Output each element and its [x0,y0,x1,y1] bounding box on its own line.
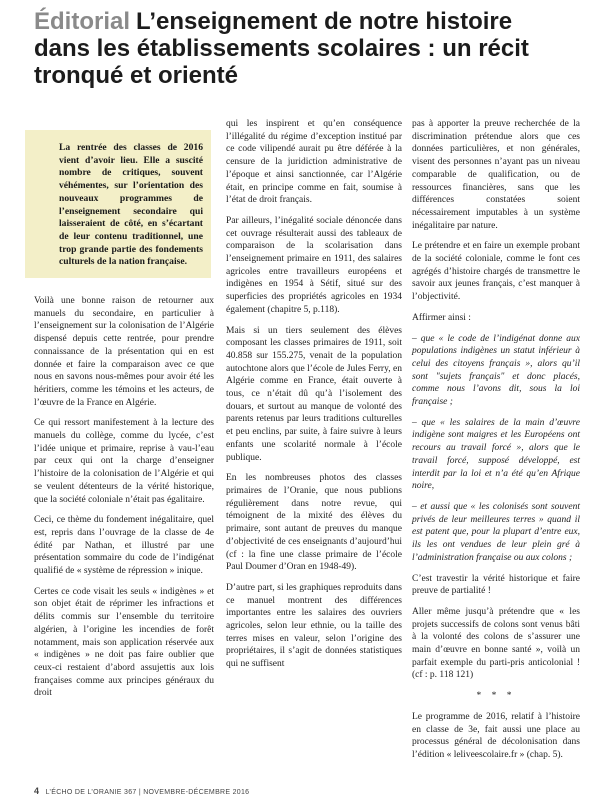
paragraph: C’est travestir la vérité historique et faire preuve de partialité ! [412,573,580,597]
paragraph: Certes ce code visait les seuls « indigènes » et son objet était de réprimer les infractions et délits commis sur l’ensemble du territoire algérien, à l’origine les incendies de forêt notamment, mais son application réservée aux « indigènes » ne doit pas faire oublier que ceux-ci restaient d’abord assujettis aux lois françaises comme aux principes généraux du droit [34,586,214,699]
quote-item: – que « le code de l’indigénat donne aux populations indigènes un statut inférieur à celui des citoyens français », alors qu’il sont "sujets français" et donc placés, comme nous l’avons dit, sous la loi française ; [412,333,580,408]
lead-sentence: La rentrée des classes de 2016 vient d’avoir lieu. [59,142,203,166]
quote-item: – que « les salaires de la main d’œuvre indigène sont maigres et les Européens ont recours au travail forcé », alors que le travail forcé, supposé développé, est interdit par la loi et n’a été qu’en Afrique noire, [412,417,580,492]
paragraph: Le programme de 2016, relatif à l’histoire en classe de 3e, fait aussi une place au processus général de décolonisation dans l’édition « leliveescolaire.fr » (chap. 5). [412,711,580,760]
article-header [34,8,574,89]
column-1 [34,295,214,708]
paragraph: pas à apporter la preuve recherchée de la discrimination prétendue alors que ces données particulières, et non générales, visent des personnes n’ayant pas un niveau comparable de qualification, ou de ressources financières, sans que les différences constatées soient nécessairement imputables à un système inégalitaire par nature. [412,119,580,231]
paragraph: qui les inspirent et qu’en conséquence l’illégalité du régime d’exception institué par ce code vilipendé aurait pu être déférée à la censure de la juridiction administrative de l’époque et ainsi sanctionnée, car l’Algérie était, en principe comme en fait, soumise à l’état de droit français. [226,119,402,206]
paragraph: En les nombreuses photos des classes primaires de l’Oranie, que nous publions régulièrement dans notre revue, qui témoignent de la mixité des élèves du primaire, sont autant de preuves du manque d’objectivité de ces enseignants d’aujourd’hui (cf : la fine une classe primaire de l’école Paul Doumer d’Oran en 1948-49). [226,473,402,573]
lead-body: Elle a suscité nombre de critiques, souvent véhémentes, sur l’orientation des nouveaux programmes de l’enseignement secondaire qui laisseraient de côté, en s’écartant de leur contenu traditionnel, une trop grande partie des fondements culturels de la nation française. [59,154,204,268]
rubric-label: Éditorial [34,8,131,35]
section-separator: * * * [476,691,516,702]
title-text: L’enseignement de notre histoire dans les établissements scolaires : un récit tronqué et orienté [34,8,529,89]
paragraph: Le prétendre et en faire un exemple probant de la société coloniale, comme le font ces agrégés d’histoire chargés de transmettre le savoir aux jeunes français, c’est manquer à l’objectivité. [412,241,580,303]
page-footer [34,786,574,796]
publication-info: L’ÉCHO DE L’ORANIE 367 | NOVEMBRE-DÉCEMBRE 2016 [45,789,250,796]
paragraph: Voilà une bonne raison de retourner aux manuels du secondaire, en particulier à l’enseignement sur la colonisation de l’Algérie dispensé depuis cette rentrée, pour prendre connaissance de la présentation qui en est donnée et faire la comparaison avec ce que nous en savons nous-mêmes pour avoir été les héritiers, comme les témoins et les acteurs, de l’œuvre de la France en Algérie. [34,296,214,408]
lead-box [25,130,211,278]
paragraph: Ce qui ressort manifestement à la lecture des manuels du collège, comme du lycée, c’est l’idée unique et primaire, reprise à vau-l’eau par ceux qui ont la charge d’enseigner l’histoire de la colonisation de l’Algérie et qui se veulent détenteurs de la vérité historique, que la société coloniale n’était pas égalitaire. [34,418,214,505]
page-number: 4 [34,786,40,796]
paragraph: D’autre part, si les graphiques reproduits dans ce manuel montrent des différences importantes entre les salaires des ouvriers agricoles, selon leur ethnie, ou la taille des terres mises en valeur, selon l’origine des propriétaires, il s’agit de données statistiques qui ne suffisent [226,582,402,670]
column-3 [412,118,580,770]
column-2 [226,118,402,679]
paragraph: Ceci, ce thème du fondement inégalitaire, quel est, repris dans l’ouvrage de la classe de 4e édité par Nathan, et illustré par une présentation sommaire du code de l’indigénat qualifié de « système de répression » inique. [34,515,214,577]
paragraph: Par ailleurs, l’inégalité sociale dénoncée dans cet ouvrage résulterait aussi des tableaux de comparaison de la scolarisation dans l’enseignement primaire en 1911, des salaires agricoles entre travailleurs européens et indigènes en 1954 à Sétif, situé sur des superficies des propriétés agricoles en 1934 également (chapitre 5, p.118). [226,215,402,315]
paragraph: Mais si un tiers seulement des élèves composant les classes primaires de 1911, soit 40.858 sur 155.275, venait de la population autochtone alors que l’école de Jules Ferry, en Algérie comme en France, était ouverte à tous, ce n’était dû qu’à l’isolement des douars, et surtout au manque de volonté des parents retenus par leurs traditions culturelles et peu enclins, par suite, à faire suivre à leurs enfants une scolarité normale à l’école publique. [226,325,402,463]
paragraph: Affirmer ainsi : [412,312,471,323]
article-title [34,8,574,89]
paragraph: Aller même jusqu’à prétendre que « les projets successifs de colons sont venus bâti à la volonté des colons de s’assurer une main d’œuvre en bonne santé », voilà un parfait exemple du parti-pris anticolonial ! (cf : p. 118 121) [412,606,580,681]
quote-item: – et aussi que « les colonisés sont souvent privés de leur meilleures terres » quand il est patent que, pour la plupart d’entre eux, ils les ont vendues de leur plein gré à l’administration française ou aux colons ; [412,501,580,563]
